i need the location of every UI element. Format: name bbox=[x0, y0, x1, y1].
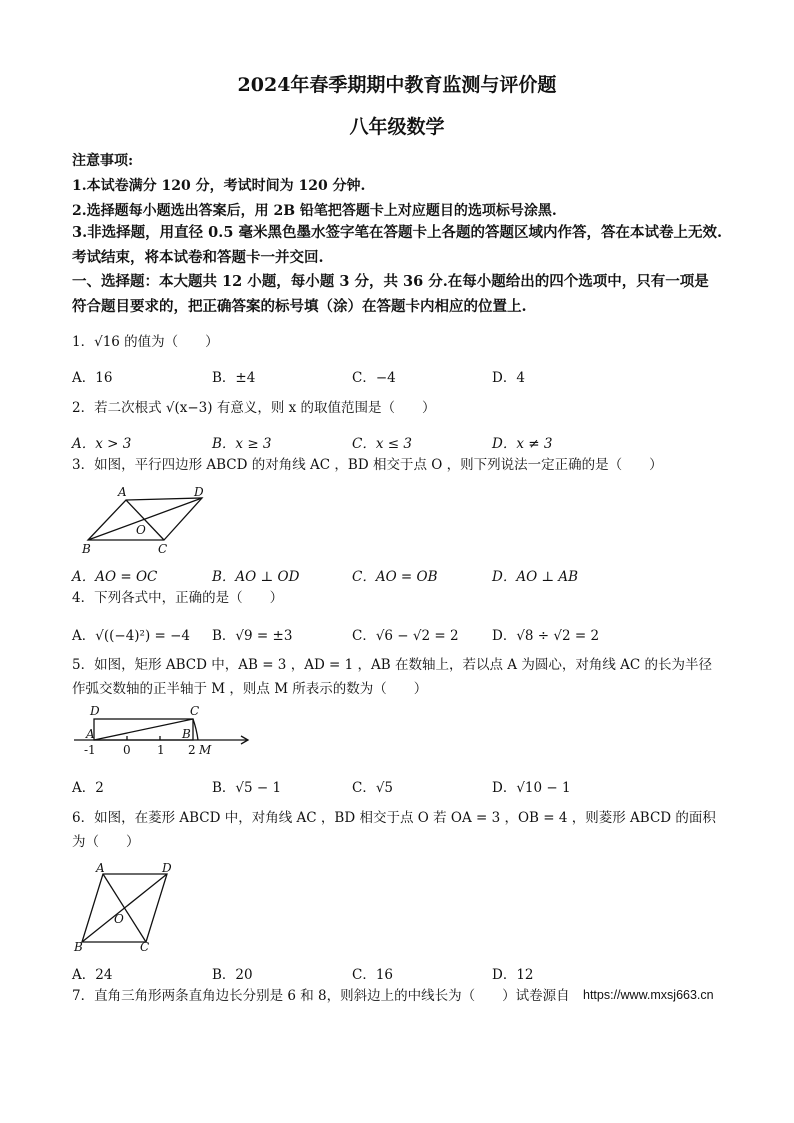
number-line-figure bbox=[72, 703, 252, 761]
label-b: B bbox=[182, 727, 191, 741]
label-b: B bbox=[82, 542, 91, 556]
option-d: D．√10 − 1 bbox=[492, 780, 571, 796]
option-a: A．24 bbox=[72, 967, 113, 983]
option-b: B．20 bbox=[212, 967, 253, 983]
option-a: A．√((−4)²) = −4 bbox=[72, 628, 191, 644]
question-1-stem: 1．√16 的值为（ ） bbox=[72, 334, 219, 350]
notice-item-1: 1.本试卷满分 120 分，考试时间为 120 分钟. bbox=[72, 178, 366, 194]
rhombus-figure bbox=[72, 862, 182, 954]
question-4-stem: 4．下列各式中，正确的是（ ） bbox=[72, 590, 284, 606]
option-b: B．x ≥ 3 bbox=[212, 436, 272, 452]
question-4-options bbox=[72, 624, 722, 644]
option-a: A．AO = OC bbox=[72, 569, 158, 585]
tick-label-2: 2 bbox=[188, 743, 196, 757]
label-d: D bbox=[90, 704, 100, 718]
exam-subtitle: 八年级数学 bbox=[349, 116, 445, 138]
label-m: M bbox=[199, 743, 212, 757]
option-a: A．2 bbox=[72, 780, 104, 796]
label-o: O bbox=[136, 523, 146, 537]
option-d: D．12 bbox=[492, 967, 534, 983]
arc-cm bbox=[193, 719, 198, 740]
question-5-stem: 5．如图，矩形 ABCD 中，AB = 3 ，AD = 1 ，AB 在数轴上，若以点 A 为圆心，对角线 AC 的长为半径作弧交数轴的正半轴于 M ，则点 M 所表示的数为（ ） bbox=[72, 657, 712, 697]
question-1-options bbox=[72, 366, 722, 386]
section1-heading: 一、选择题：本大题共 12 小题，每小题 3 分，共 36 分.在每小题给出的四个选项中，只有一项是符合题目要求的，把正确答案的标号填（涂）在答题卡内相应的位置上. bbox=[72, 273, 709, 315]
option-c: C．√5 bbox=[352, 780, 394, 796]
question-6-stem: 6．如图，在菱形 ABCD 中，对角线 AC ，BD 相交于点 O 若 OA = 3 ，OB = 4 ，则菱形 ABCD 的面积为（ ） bbox=[72, 810, 716, 850]
option-b: B．√5 − 1 bbox=[212, 780, 282, 796]
question-5-options bbox=[72, 776, 722, 796]
notice-heading: 注意事项: bbox=[72, 153, 134, 169]
label-c: C bbox=[140, 940, 150, 954]
notice-item-3: 3.非选择题，用直径 0.5 毫米黑色墨水签字笔在答题卡上各题的答题区域内作答，答在本试卷上无效.考试结束，将本试卷和答题卡一并交回. bbox=[72, 224, 723, 266]
option-a: A．x > 3 bbox=[72, 436, 132, 452]
option-b: B．√9 = ±3 bbox=[212, 628, 293, 644]
parallelogram-figure bbox=[78, 486, 213, 556]
option-c: C．16 bbox=[352, 967, 394, 983]
question-3-stem: 3．如图，平行四边形 ABCD 的对角线 AC ，BD 相交于点 O ，则下列说法一定正确的是（ ） bbox=[72, 457, 663, 473]
source-url: https://www.mxsj663.cn bbox=[583, 988, 714, 1002]
notice-item-2: 2.选择题每小题选出答案后，用 2B 铅笔把答题卡上对应题目的选项标号涂黑. bbox=[72, 203, 557, 219]
question-2-stem: 2．若二次根式 √(x−3) 有意义，则 x 的取值范围是（ ） bbox=[72, 400, 436, 416]
label-c: C bbox=[190, 704, 200, 718]
label-o: O bbox=[114, 912, 124, 926]
label-c: C bbox=[158, 542, 168, 556]
label-d: D bbox=[162, 862, 172, 875]
option-c: C．x ≤ 3 bbox=[352, 436, 412, 452]
label-a: A bbox=[86, 727, 95, 741]
option-d: D．AO ⊥ AB bbox=[492, 569, 579, 585]
option-d: D．x ≠ 3 bbox=[492, 436, 553, 452]
tick-label-0: 0 bbox=[123, 743, 131, 757]
question-2-options bbox=[72, 432, 722, 452]
tick-label-1: 1 bbox=[157, 743, 165, 757]
option-b: B．AO ⊥ OD bbox=[212, 569, 300, 585]
question-3-options bbox=[72, 565, 722, 585]
option-d: D．4 bbox=[492, 370, 525, 386]
label-b: B bbox=[74, 940, 83, 954]
option-b: B．±4 bbox=[212, 370, 256, 386]
tick-label-minus1: -1 bbox=[84, 743, 96, 757]
diagonal-ac bbox=[94, 719, 193, 740]
label-d: D bbox=[194, 486, 204, 499]
question-7-stem: 7．直角三角形两条直角边长分别是 6 和 8，则斜边上的中线长为（ ）试卷源自 bbox=[72, 988, 570, 1004]
option-c: C．−4 bbox=[352, 370, 396, 386]
exam-title: 2024年春季期期中教育监测与评价题 bbox=[237, 74, 557, 96]
question-6-options bbox=[72, 963, 722, 983]
diagonal-bd bbox=[82, 874, 167, 942]
label-a: A bbox=[118, 486, 127, 499]
option-a: A．16 bbox=[72, 370, 113, 386]
option-d: D．√8 ÷ √2 = 2 bbox=[492, 628, 600, 644]
option-c: C．√6 − √2 = 2 bbox=[352, 628, 459, 644]
label-a: A bbox=[96, 862, 105, 875]
option-c: C．AO = OB bbox=[352, 569, 438, 585]
